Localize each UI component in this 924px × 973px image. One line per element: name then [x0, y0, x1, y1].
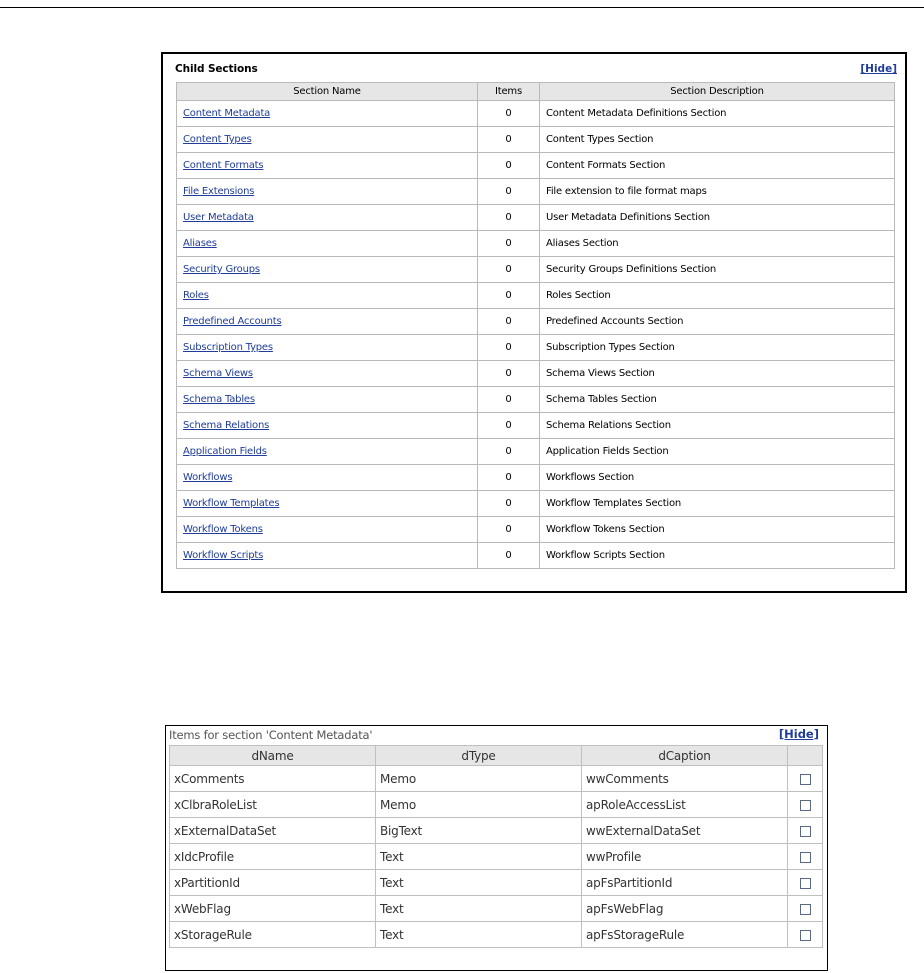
dtype-cell: Memo	[376, 792, 582, 818]
child-sections-title: Child Sections	[175, 63, 258, 75]
column-header-items[interactable]: Items	[478, 83, 540, 101]
section-items-hide-link[interactable]: [Hide]	[778, 727, 819, 741]
page-top-rule	[0, 7, 924, 8]
section-name-link[interactable]: Content Types	[183, 134, 252, 145]
items-count-cell: 0	[478, 179, 540, 205]
dname-cell: xIdcProfile	[170, 844, 376, 870]
table-row	[177, 127, 895, 153]
section-name-cell	[177, 387, 478, 413]
dcaption-cell: wwComments	[582, 766, 788, 792]
table-row	[170, 792, 823, 818]
table-row	[177, 309, 895, 335]
section-description-cell: Application Fields Section	[540, 439, 895, 465]
items-count-cell: 0	[478, 153, 540, 179]
section-name-link[interactable]: Content Metadata	[183, 108, 271, 119]
table-row	[177, 283, 895, 309]
select-cell	[788, 870, 823, 896]
dtype-cell: Memo	[376, 766, 582, 792]
section-description-cell: Workflow Tokens Section	[540, 517, 895, 543]
dname-cell: xWebFlag	[170, 896, 376, 922]
section-name-cell	[177, 101, 478, 127]
items-count-cell: 0	[478, 387, 540, 413]
items-count-cell: 0	[478, 205, 540, 231]
section-name-cell	[177, 491, 478, 517]
dname-cell: xStorageRule	[170, 922, 376, 948]
dcaption-cell: apFsWebFlag	[582, 896, 788, 922]
section-description-cell: File extension to file format maps	[540, 179, 895, 205]
row-select-checkbox[interactable]	[800, 930, 811, 941]
items-count-cell: 0	[478, 309, 540, 335]
section-name-link[interactable]: Predefined Accounts	[183, 316, 282, 327]
section-description-cell: User Metadata Definitions Section	[540, 205, 895, 231]
dcaption-cell: apRoleAccessList	[582, 792, 788, 818]
section-name-link[interactable]: Application Fields	[183, 446, 267, 457]
dname-cell: xClbraRoleList	[170, 792, 376, 818]
table-row	[177, 543, 895, 569]
section-description-cell: Content Formats Section	[540, 153, 895, 179]
column-header-dname[interactable]: dName	[170, 746, 376, 766]
row-select-checkbox[interactable]	[800, 826, 811, 837]
table-row	[177, 413, 895, 439]
dcaption-cell: wwProfile	[582, 844, 788, 870]
select-cell	[788, 766, 823, 792]
section-name-link[interactable]: Workflow Scripts	[183, 550, 264, 561]
section-items-header-row	[170, 746, 823, 766]
dcaption-cell: wwExternalDataSet	[582, 818, 788, 844]
child-sections-hide-link[interactable]: [Hide]	[860, 63, 897, 75]
column-header-dtype[interactable]: dType	[376, 746, 582, 766]
table-row	[177, 335, 895, 361]
section-name-link[interactable]: Schema Views	[183, 368, 253, 379]
column-header-select	[788, 746, 823, 766]
table-row	[177, 153, 895, 179]
section-name-cell	[177, 153, 478, 179]
table-row	[170, 922, 823, 948]
section-name-cell	[177, 543, 478, 569]
section-description-cell: Predefined Accounts Section	[540, 309, 895, 335]
section-name-cell	[177, 283, 478, 309]
items-count-cell: 0	[478, 283, 540, 309]
section-name-link[interactable]: Subscription Types	[183, 342, 273, 353]
select-cell	[788, 792, 823, 818]
items-count-cell: 0	[478, 335, 540, 361]
section-name-cell	[177, 127, 478, 153]
dname-cell: xPartitionId	[170, 870, 376, 896]
table-row	[170, 870, 823, 896]
table-row	[177, 361, 895, 387]
table-row	[177, 257, 895, 283]
column-header-dcaption[interactable]: dCaption	[582, 746, 788, 766]
select-cell	[788, 896, 823, 922]
section-description-cell: Subscription Types Section	[540, 335, 895, 361]
table-row	[177, 517, 895, 543]
section-name-cell	[177, 517, 478, 543]
section-name-cell	[177, 309, 478, 335]
dname-cell: xComments	[170, 766, 376, 792]
table-row	[177, 491, 895, 517]
section-description-cell: Schema Relations Section	[540, 413, 895, 439]
dtype-cell: BigText	[376, 818, 582, 844]
items-count-cell: 0	[478, 101, 540, 127]
section-description-cell: Workflow Scripts Section	[540, 543, 895, 569]
items-count-cell: 0	[478, 127, 540, 153]
dtype-cell: Text	[376, 844, 582, 870]
column-header-section-name[interactable]: Section Name	[177, 83, 478, 101]
section-name-cell	[177, 361, 478, 387]
dname-cell: xExternalDataSet	[170, 818, 376, 844]
items-count-cell: 0	[478, 361, 540, 387]
items-count-cell: 0	[478, 413, 540, 439]
section-description-cell: Security Groups Definitions Section	[540, 257, 895, 283]
table-row	[177, 205, 895, 231]
items-count-cell: 0	[478, 491, 540, 517]
section-description-cell: Content Metadata Definitions Section	[540, 101, 895, 127]
section-description-cell: Content Types Section	[540, 127, 895, 153]
dtype-cell: Text	[376, 922, 582, 948]
section-description-cell: Schema Tables Section	[540, 387, 895, 413]
section-name-cell	[177, 179, 478, 205]
section-items-table	[169, 745, 823, 948]
dcaption-cell: apFsStorageRule	[582, 922, 788, 948]
items-count-cell: 0	[478, 439, 540, 465]
section-name-link[interactable]: Security Groups	[183, 264, 260, 275]
select-cell	[788, 844, 823, 870]
section-name-link[interactable]: Workflows	[183, 472, 233, 483]
section-name-link[interactable]: Aliases	[183, 238, 217, 249]
section-name-link[interactable]: Roles	[183, 290, 209, 301]
section-description-cell: Workflow Templates Section	[540, 491, 895, 517]
select-cell	[788, 922, 823, 948]
dcaption-cell: apFsPartitionId	[582, 870, 788, 896]
table-row	[177, 465, 895, 491]
items-count-cell: 0	[478, 231, 540, 257]
section-name-link[interactable]: Workflow Tokens	[183, 524, 263, 535]
section-name-link[interactable]: User Metadata	[183, 212, 254, 223]
row-select-checkbox[interactable]	[800, 774, 811, 785]
table-row	[177, 101, 895, 127]
section-description-cell: Schema Views Section	[540, 361, 895, 387]
section-description-cell: Workflows Section	[540, 465, 895, 491]
section-name-link[interactable]: File Extensions	[183, 186, 255, 197]
table-row	[170, 844, 823, 870]
section-description-cell: Aliases Section	[540, 231, 895, 257]
section-name-link[interactable]: Workflow Templates	[183, 498, 280, 509]
child-sections-panel	[161, 52, 907, 593]
table-row	[177, 387, 895, 413]
section-name-cell	[177, 413, 478, 439]
items-count-cell: 0	[478, 465, 540, 491]
table-row	[177, 439, 895, 465]
section-name-cell	[177, 205, 478, 231]
section-name-cell	[177, 257, 478, 283]
section-items-title: Items for section 'Content Metadata'	[169, 728, 373, 742]
table-row	[177, 231, 895, 257]
section-name-link[interactable]: Schema Relations	[183, 420, 270, 431]
select-cell	[788, 818, 823, 844]
table-row	[170, 766, 823, 792]
dtype-cell: Text	[376, 870, 582, 896]
items-count-cell: 0	[478, 517, 540, 543]
section-items-panel	[165, 725, 828, 971]
table-row	[177, 179, 895, 205]
section-name-cell	[177, 465, 478, 491]
table-row	[170, 818, 823, 844]
table-row	[170, 896, 823, 922]
column-header-section-description[interactable]: Section Description	[540, 83, 895, 101]
row-select-checkbox[interactable]	[800, 878, 811, 889]
child-sections-header-row	[177, 83, 895, 101]
items-count-cell: 0	[478, 257, 540, 283]
row-select-checkbox[interactable]	[800, 904, 811, 915]
row-select-checkbox[interactable]	[800, 800, 811, 811]
section-name-link[interactable]: Schema Tables	[183, 394, 255, 405]
section-name-cell	[177, 439, 478, 465]
section-name-cell	[177, 231, 478, 257]
child-sections-table	[176, 82, 895, 569]
dtype-cell: Text	[376, 896, 582, 922]
section-name-cell	[177, 335, 478, 361]
section-name-link[interactable]: Content Formats	[183, 160, 264, 171]
items-count-cell: 0	[478, 543, 540, 569]
row-select-checkbox[interactable]	[800, 852, 811, 863]
section-description-cell: Roles Section	[540, 283, 895, 309]
